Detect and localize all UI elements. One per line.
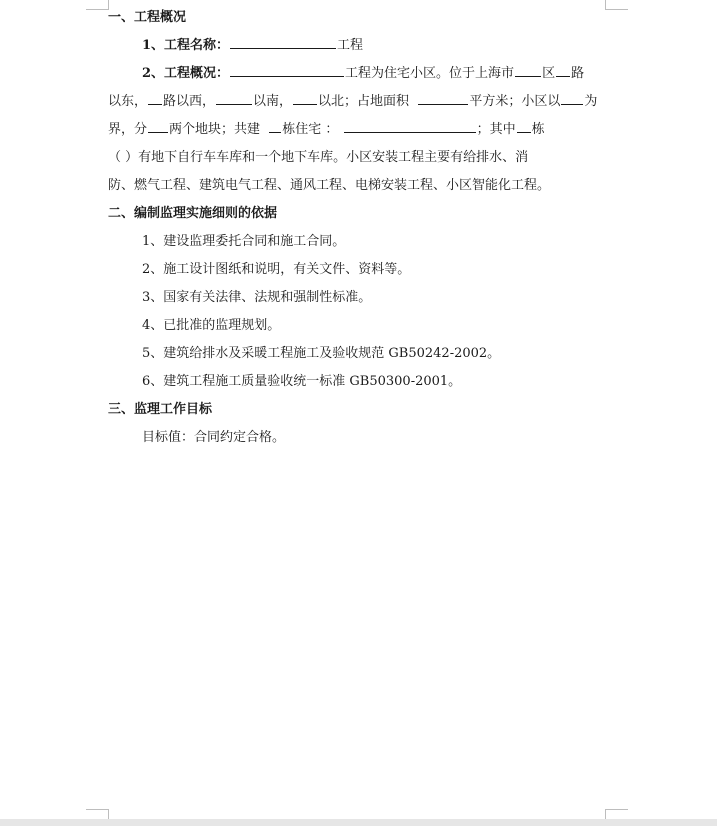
overview-blank-garage-buildings[interactable]: [517, 118, 531, 133]
project-name-suffix: 工程: [337, 38, 364, 53]
overview-label: 2、工程概况：: [142, 66, 230, 81]
document-body: [108, 4, 608, 452]
crop-mark-top-left: [86, 0, 109, 10]
overview-blank-project[interactable]: [230, 62, 344, 77]
overview-text-2b: 路以西，: [163, 94, 216, 109]
overview-line-2: [108, 88, 608, 116]
basis-item-2: 2、施工设计图纸和说明，有关文件、资料等。: [142, 262, 411, 277]
basis-item-1: 1、建设监理委托合同和施工合同。: [142, 234, 346, 249]
overview-text-1a: 工程为住宅小区。位于上海市: [345, 66, 515, 81]
overview-line-1: [108, 60, 608, 88]
overview-text-3e: 栋: [531, 122, 545, 137]
overview-text-3a: 界，分: [108, 122, 148, 137]
overview-text-2d: 以北；占地面积: [318, 94, 410, 109]
project-name-blank[interactable]: [230, 34, 336, 49]
target-value: 目标值：合同约定合格。: [142, 430, 286, 445]
overview-blank-building-list[interactable]: [344, 118, 476, 133]
overview-line-3: [108, 116, 608, 144]
page-bottom-strip: [0, 819, 717, 826]
overview-text-2e: 平方米；小区以: [469, 94, 561, 109]
overview-line-5: 防、燃气工程、建筑电气工程、通风工程、电梯安装工程、小区智能化工程。: [108, 178, 551, 193]
overview-blank-west[interactable]: [148, 90, 162, 105]
overview-blank-south[interactable]: [216, 90, 252, 105]
overview-text-2c: 以南，: [253, 94, 293, 109]
overview-blank-plots[interactable]: [148, 118, 168, 133]
project-overview-paragraph: [108, 60, 608, 200]
overview-text-3c: 栋住宅 ：: [282, 122, 339, 137]
project-name-line: [108, 32, 608, 60]
overview-blank-boundary[interactable]: [561, 90, 583, 105]
basis-item-5: 5、建筑给排水及采暖工程施工及验收规范 GB50242-2002。: [142, 346, 501, 361]
overview-text-3d: ；其中: [476, 122, 516, 137]
overview-text-2a: 以东，: [108, 94, 148, 109]
overview-blank-north[interactable]: [293, 90, 317, 105]
overview-text-3b: 两个地块；共建: [169, 122, 261, 137]
project-name-label: 1、工程名称：: [142, 38, 230, 53]
section1-heading: 一、工程概况: [108, 10, 187, 25]
overview-text-1c: 路: [571, 66, 585, 81]
overview-text-1b: 区: [542, 66, 556, 81]
overview-blank-road[interactable]: [556, 62, 570, 77]
overview-blank-area[interactable]: [418, 90, 468, 105]
section3-heading: 三、监理工作目标: [108, 402, 213, 417]
basis-item-6: 6、建筑工程施工质量验收统一标准 GB50300-2001。: [142, 374, 462, 389]
basis-item-3: 3、国家有关法律、法规和强制性标准。: [142, 290, 372, 305]
basis-item-4: 4、已批准的监理规划。: [142, 318, 281, 333]
overview-text-2f: 为: [584, 94, 598, 109]
section2-heading: 二、编制监理实施细则的依据: [108, 206, 278, 221]
overview-blank-buildings[interactable]: [269, 118, 281, 133]
overview-blank-district[interactable]: [515, 62, 541, 77]
crop-mark-top-right: [605, 0, 628, 10]
overview-line-4: （ ）有地下自行车车库和一个地下车库。小区安装工程主要有给排水、消: [108, 150, 529, 165]
